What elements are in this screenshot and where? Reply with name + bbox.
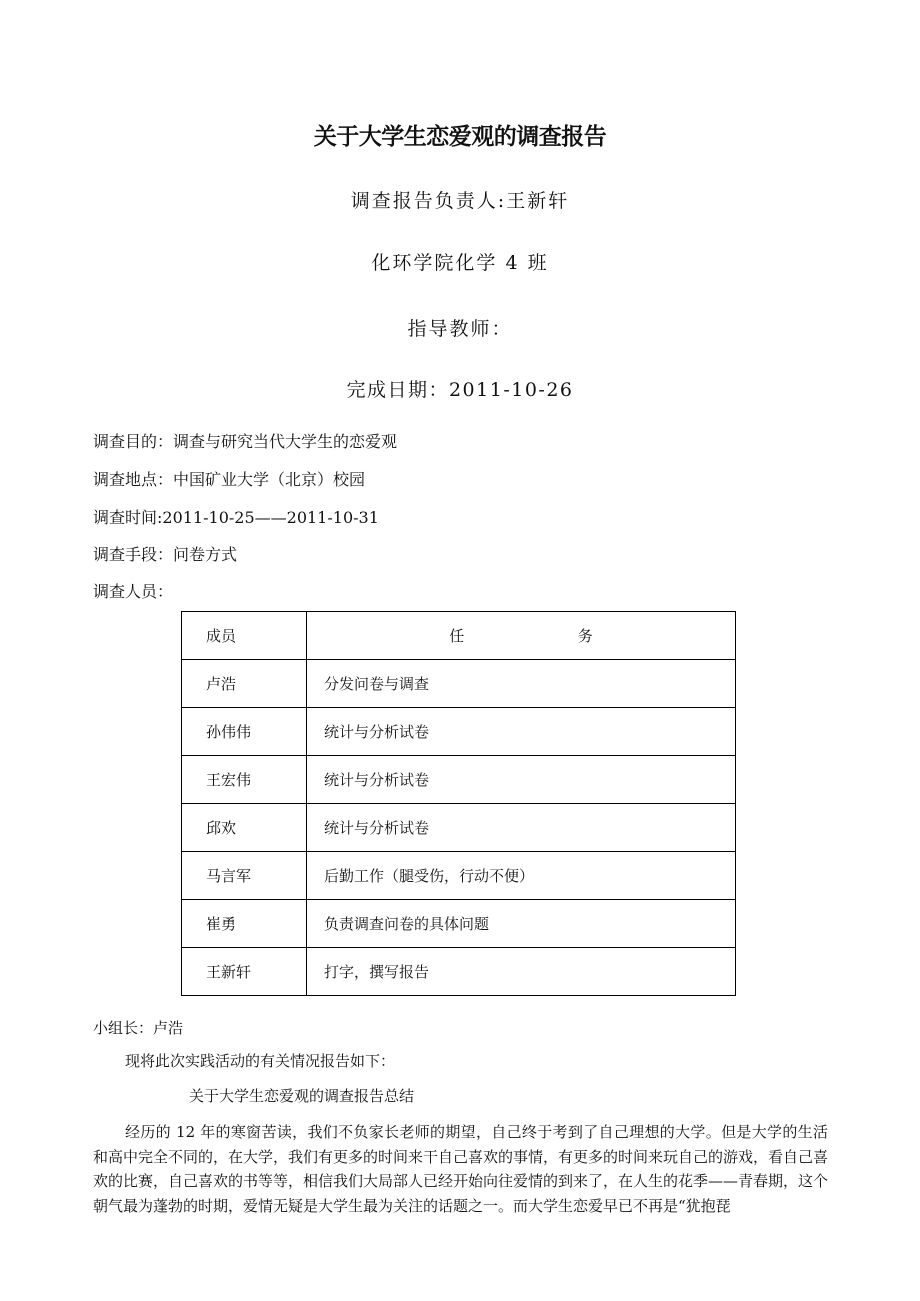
member-name: 王宏伟 [182, 756, 307, 804]
table-row [182, 756, 736, 804]
member-name: 孙伟伟 [182, 708, 307, 756]
member-task: 打字，撰写报告 [307, 948, 736, 996]
advisor-line: 指导教师： [407, 318, 513, 340]
header-member: 成员 [182, 612, 307, 660]
survey-time: 调查时间:2011-10-25——2011-10-31 [93, 508, 379, 527]
member-task: 后勤工作（腿受伤，行动不便） [307, 852, 736, 900]
table-row [182, 660, 736, 708]
header-task-left: 任 [449, 627, 465, 645]
member-name: 王新轩 [182, 948, 307, 996]
survey-location: 调查地点：中国矿业大学（北京）校园 [93, 470, 366, 489]
member-task: 负责调查问卷的具体问题 [307, 900, 736, 948]
survey-method: 调查手段：问卷方式 [93, 545, 238, 564]
document-title: 关于大学生恋爱观的调查报告 [313, 124, 607, 150]
table-row [182, 804, 736, 852]
completion-date: 完成日期：2011-10-26 [346, 379, 574, 401]
summary-title: 关于大学生恋爱观的调查报告总结 [189, 1087, 415, 1105]
survey-purpose: 调查目的：调查与研究当代大学生的恋爱观 [93, 432, 398, 451]
header-task [307, 612, 736, 660]
table-row [182, 900, 736, 948]
table-row [182, 708, 736, 756]
survey-personnel-label: 调查人员： [93, 582, 174, 601]
header-task-right: 务 [577, 627, 593, 645]
member-task: 统计与分析试卷 [307, 708, 736, 756]
member-task: 分发问卷与调查 [307, 660, 736, 708]
class-name: 化环学院化学 4 班 [371, 252, 549, 274]
member-name: 马言军 [182, 852, 307, 900]
group-leader: 小组长：卢浩 [93, 1019, 184, 1037]
member-name: 邱欢 [182, 804, 307, 852]
member-name: 卢浩 [182, 660, 307, 708]
member-task: 统计与分析试卷 [307, 804, 736, 852]
table-row [182, 948, 736, 996]
member-task: 统计与分析试卷 [307, 756, 736, 804]
members-table [181, 611, 736, 996]
table-row [182, 852, 736, 900]
summary-body: 经历的 12 年的寒窗苦读，我们不负家长老师的期望，自己终于考到了自己理想的大学。但是大学的生活和高中完全不同的，在大学，我们有更多的时间来干自己喜欢的事情，有更多的时间来玩自己的游戏，看自己喜欢的比赛，自己喜欢的书等等，相信我们大局部人已经开始向往爱情的到来了，在人生的花季——青春期，这个朝气最为蓬勃的时期，爱情无疑是大学生最为关注的话题之一。而大学生恋爱早已不再是“犹抱琵 [93, 1123, 829, 1215]
table-header-row [182, 612, 736, 660]
member-name: 崔勇 [182, 900, 307, 948]
report-intro: 现将此次实践活动的有关情况报告如下： [125, 1052, 396, 1070]
responsible-person: 调查报告负责人:王新轩 [350, 190, 570, 212]
